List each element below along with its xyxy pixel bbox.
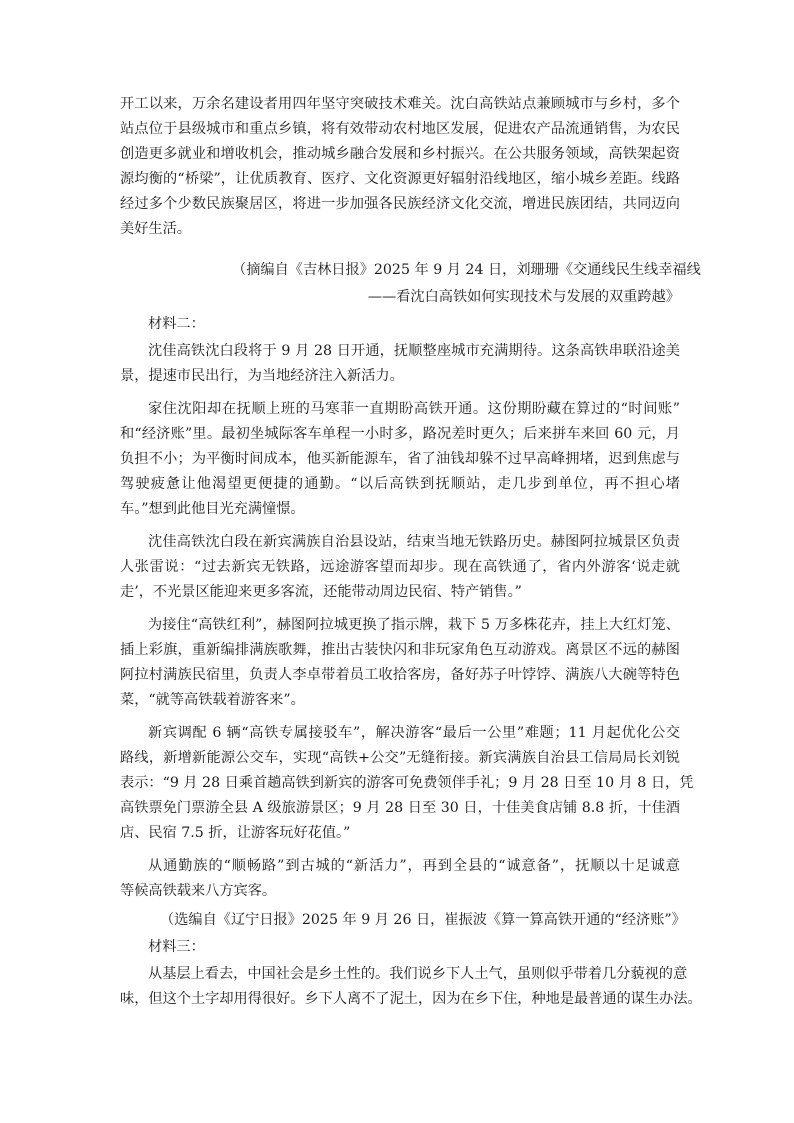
paragraph-line: 路线，新增新能源公交车，实现“高铁+公交”无缝衔接。新宾满族自治县工信局局长刘锐 [120, 750, 680, 766]
paragraph-line: 菜，“就等高铁载着游客来”。 [120, 692, 305, 708]
paragraph-line: 阿拉村满族民宿里，负责人李卓带着员工收拾客房，备好苏子叶饽饽、满族八大碗等特色 [120, 667, 680, 683]
paragraph-line: 负担不小；为平衡时间成本，他买新能源车，省了油钱却躲不过早高峰拥堵，迟到焦虑与 [120, 451, 680, 467]
section-heading: 材料三： [148, 939, 205, 955]
paragraph-line: 和“经济账”里。最初坐城际客车单程一小时多，路况差时更久；后来拼车来回 60 元，月 [120, 426, 680, 442]
paragraph-line: 高铁票免门票游全县 A 级旅游景区；9 月 28 日至 30 日，十佳美食店铺 8.8 折，十佳酒 [120, 800, 680, 816]
source-citation: （选编自《辽宁日报》2025 年 9 月 26 日，崔振波《算一算高铁开通的“经济账”》 [160, 912, 686, 928]
paragraph-line: 味，但这个土字却用得很好。乡下人离不了泥土，因为在乡下住，种地是最普通的谋生办法。 [120, 991, 702, 1007]
paragraph-line: 创造更多就业和增收机会，推动城乡融合发展和乡村振兴。在公共服务领域，高铁架起资 [120, 146, 680, 162]
paragraph-line: 店、民宿 7.5 折，让游客玩好花值。” [120, 825, 351, 841]
paragraph-line: 经过多个少数民族聚居区，将进一步加强各民族经济文化交流，增进民族团结，共同迈向 [120, 196, 680, 212]
paragraph-line: 驾驶疲惫让他渴望更便捷的通勤。“以后高铁到抚顺站，走几步到单位，再不担心堵 [120, 476, 680, 492]
paragraph-line: 为接住“高铁红利”，赫图阿拉城更换了指示牌，栽下 5 万多株花卉，挂上大红灯笼、 [148, 617, 680, 633]
paragraph-line: 新宾调配 6 辆“高铁专属接驳车”，解决游客“最后一公里”难题；11 月起优化公交 [148, 725, 680, 741]
paragraph-line: 表示：“9 月 28 日乘首趟高铁到新宾的游客可免费领伴手礼；9 月 28 日至 10 月 8 日，凭 [120, 775, 694, 791]
paragraph-line: 走’，不光景区能迎来更多客流，还能带动周边民宿、特产销售。” [120, 584, 522, 600]
paragraph-line: 从通勤族的“顺畅路”到古城的“新活力”，再到全县的“诚意备”，抚顺以十足诚意 [148, 858, 680, 874]
paragraph-line: 等候高铁载来八方宾客。 [120, 883, 277, 899]
paragraph-line: 美好生活。 [120, 221, 191, 237]
paragraph-line: 家住沈阳却在抚顺上班的马寒菲一直期盼高铁开通。这份期盼藏在算过的“时间账” [148, 401, 680, 417]
paragraph-line: 人张雷说：“过去新宾无铁路，远途游客望而却步。现在高铁通了，省内外游客‘说走就 [120, 559, 680, 575]
paragraph-line: 源均衡的“桥梁”，让优质教育、医疗、文化资源更好辐射沿线地区，缩小城乡差距。线路 [120, 171, 680, 187]
paragraph-line: 从基层上看去，中国社会是乡土性的。我们说乡下人土气，虽则似乎带着几分藐视的意 [148, 966, 688, 982]
source-citation: ——看沈白高铁如何实现技术与发展的双重跨越》 [367, 289, 680, 305]
paragraph-line: 开工以来，万余名建设者用四年坚守突破技术难关。沈白高铁站点兼顾城市与乡村，多个 [120, 96, 680, 112]
paragraph-line: 景，提速市民出行，为当地经济注入新活力。 [120, 368, 404, 384]
paragraph-line: 站点位于县级城市和重点乡镇，将有效带动农村地区发展，促进农产品流通销售，为农民 [120, 121, 680, 137]
source-citation: （摘编自《吉林日报》2025 年 9 月 24 日，刘珊珊《交通线民生线幸福线 [232, 262, 701, 278]
section-heading: 材料二： [148, 316, 205, 332]
paragraph-line: 插上彩旗，重新编排满族歌舞，推出古装快闪和非玩家角色互动游戏。离景区不远的赫图 [120, 642, 680, 658]
paragraph-line: 沈佳高铁沈白段将于 9 月 28 日开通，抚顺整座城市充满期待。这条高铁串联沿途美 [148, 343, 680, 359]
paragraph-line: 沈佳高铁沈白段在新宾满族自治县设站，结束当地无铁路历史。赫图阿拉城景区负责 [148, 534, 680, 550]
paragraph-line: 车。”想到此他目光充满憧憬。 [120, 501, 305, 517]
